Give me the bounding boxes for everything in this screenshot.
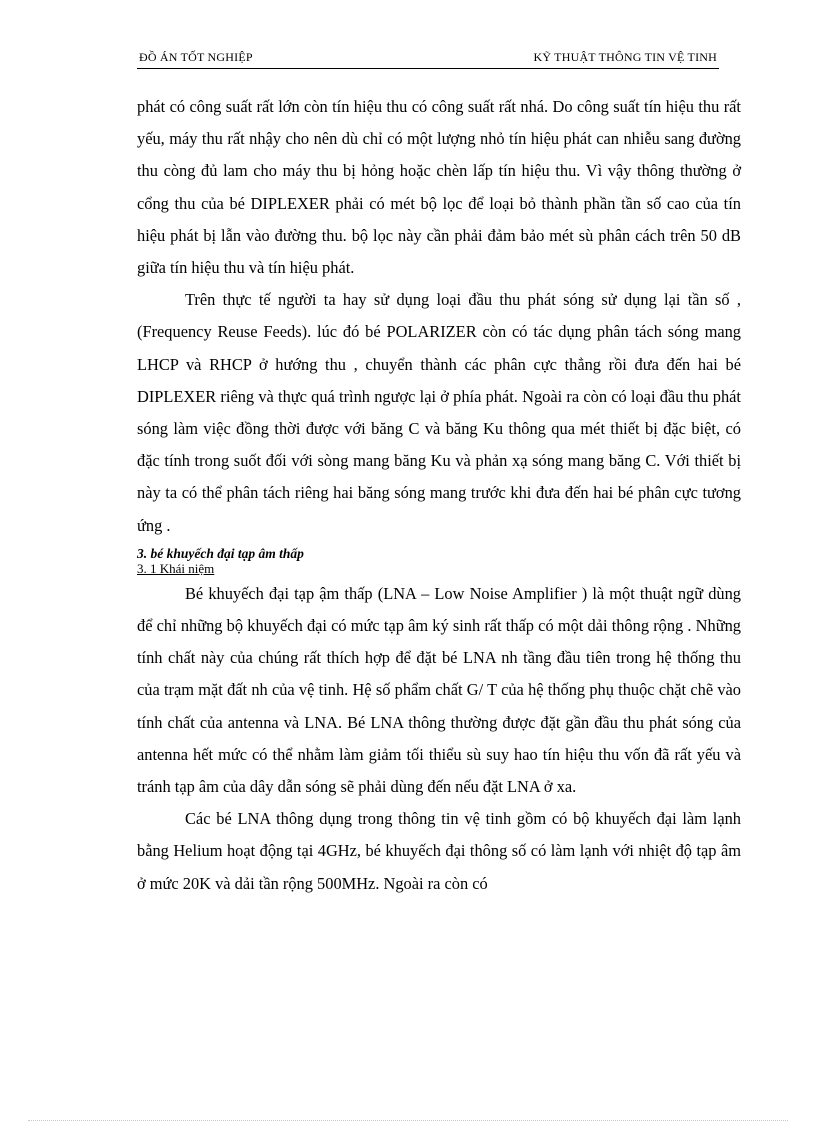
paragraph-1: phát có công suất rất lớn còn tín hiệu thu có công suất rất nhá. Do công suất tín hiệu thu rất yếu, máy thu rất nhậy cho nên dù chỉ có một lượng nhỏ tín hiệu phát can nhiễu sang đường thu còng đủ lam cho máy thu bị hỏng hoặc chèn lấp tín hiệu thu. Vì vậy thông thường ở cổng thu của bé DIPLEXER phải có mét bộ lọc để loại bỏ thành phần tần số cao của tín hiệu phát bị lẫn vào đường thu. bộ lọc này cần phải đảm bảo mét sù phân cách trên 50 dB giữa tín hiệu thu và tín hiệu phát. <box>137 97 741 278</box>
page-bottom-divider <box>28 1120 788 1121</box>
paragraph-3: Bé khuyếch đại tạp ậm thấp (LNA – Low Noise Amplifier ) là một thuật ngữ dùng để chỉ những bộ khuyếch đại có mức tạp âm ký sinh rất thấp có một dải thông rộng . Những tính chất này của chúng rất thích hợp để đặt bé LNA nh tầng đầu tiên trong hệ thống thu của trạm mặt đất nh của vệ tinh. Hệ số phẩm chất G/ T của hệ thống phụ thuộc chặt chẽ vào tính chất của antenna và LNA. Bé LNA thông thường được đặt gần đầu thu phát sóng của antenna hết mức có thể nhằm làm giảm tối thiểu sù suy hao tín hiệu thu vốn đã rất yếu và tránh tạp âm của dây dẫn sóng sẽ phải dùng đến nếu đặt LNA ở xa. <box>137 583 741 797</box>
header-left-title: ĐỒ ÁN TỐT NGHIỆP <box>139 50 253 64</box>
paragraph-2: Trên thực tế người ta hay sử dụng loại đầu thu phát sóng sử dụng lại tần số , (Frequency Reuse Feeds). lúc đó bé POLARIZER còn có tác dụng phân tách sóng mang LHCP và RHCP ở hướng thu , chuyển thành các phân cực thẳng rồi đưa đến hai bé DIPLEXER riêng và thực quá trình ngược lại ở phía phát. Ngoài ra còn có loại đầu thu phát sóng làm việc đồng thời được với băng C và băng Ku thông qua mét thiết bị đặc biệt, có đặc tính trong suốt đối với sòng mang băng Ku và phản xạ sóng mang băng C. Với thiết bị này ta có thể phân tách riêng hai băng sóng mang trước khi đưa đến hai bé phân cực tương ứng . <box>137 290 741 535</box>
header-right-title: KỸ THUẬT THÔNG TIN VỆ TINH <box>533 50 717 64</box>
subsection-title: 3. 1 Khái niệm <box>137 560 215 576</box>
section-title: 3. bé khuyếch đại tạp âm thấp <box>137 545 304 561</box>
document-body <box>137 91 741 900</box>
page-header <box>137 50 719 69</box>
paragraph-4: Các bé LNA thông dụng trong thông tin vệ tinh gồm có bộ khuyếch đại làm lạnh bằng Helium hoạt động tại 4GHz, bé khuyếch đại thông số có làm lạnh với nhiệt độ tạp âm ở mức 20K và dải tần rộng 500MHz. Ngoài ra còn có <box>137 809 741 893</box>
